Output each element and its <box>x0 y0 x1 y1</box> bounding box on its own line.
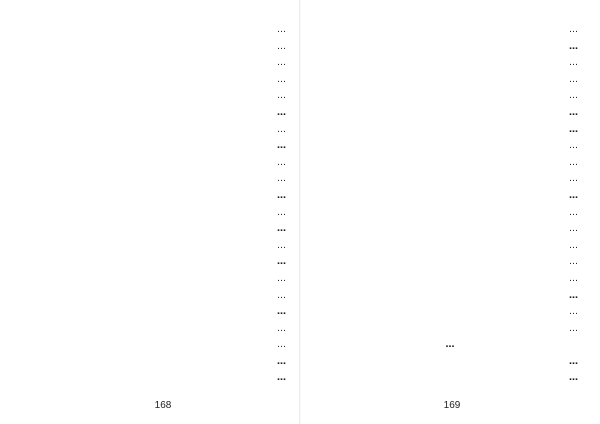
text-line: … <box>569 25 578 35</box>
text-line: … <box>569 240 578 251</box>
text-line: … <box>277 290 286 301</box>
text-line: … <box>569 174 578 185</box>
text-line: … <box>277 356 286 367</box>
text-line: … <box>277 91 286 102</box>
text-line: … <box>569 190 578 201</box>
text-line: … <box>569 91 578 102</box>
text-line: … <box>569 74 578 85</box>
text-line: … <box>569 41 578 52</box>
text-line: … <box>277 157 286 168</box>
text-line: … <box>569 107 578 118</box>
text-line: … <box>277 124 286 135</box>
text-line: … <box>277 340 286 351</box>
page-number-left: 168 <box>154 400 172 411</box>
text-line: … <box>277 307 286 318</box>
text-line: … <box>277 273 286 284</box>
text-line: … <box>277 240 286 251</box>
text-line: … <box>569 124 578 135</box>
text-line: … <box>569 323 578 334</box>
text-line: … <box>277 141 286 152</box>
right-page <box>322 22 578 394</box>
text-line: … <box>569 273 578 284</box>
text-line: … <box>569 224 578 235</box>
text-line: … <box>569 157 578 168</box>
text-line: … <box>277 257 286 268</box>
left-page <box>30 22 286 394</box>
text-line: … <box>569 290 578 301</box>
text-line: … <box>569 257 578 268</box>
text-line: … <box>277 107 286 118</box>
text-line: … <box>569 141 578 152</box>
text-line: … <box>277 174 286 185</box>
book-gutter <box>299 0 301 424</box>
text-line: … <box>569 356 578 367</box>
text-line: … <box>277 41 286 52</box>
text-line: … <box>277 224 286 235</box>
text-line: … <box>569 207 578 218</box>
text-line: … <box>277 373 286 384</box>
text-line: … <box>277 74 286 85</box>
section-heading: … <box>445 340 455 351</box>
text-line: … <box>569 373 578 384</box>
text-line: … <box>277 190 286 201</box>
text-line: … <box>277 207 286 218</box>
text-line: … <box>277 25 286 35</box>
text-line: … <box>277 58 286 69</box>
page-number-right: 169 <box>443 400 461 411</box>
text-line: … <box>569 307 578 318</box>
text-line: … <box>569 58 578 69</box>
text-line: … <box>277 323 286 334</box>
